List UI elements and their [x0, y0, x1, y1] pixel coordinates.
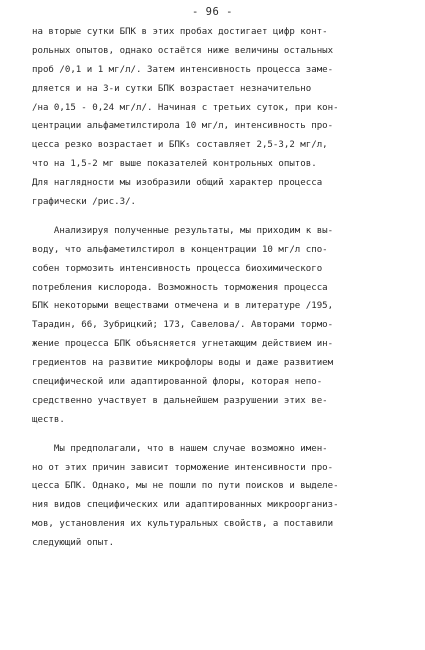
- text-line: цесса БПК. Однако, мы не пошли по пути поисков и выделе-: [32, 481, 339, 492]
- text-line: что на 1,5-2 мг выше показателей контрольных опытов.: [32, 159, 317, 170]
- paragraph: [32, 23, 407, 212]
- paragraph: [32, 440, 407, 553]
- body-text: [32, 23, 407, 553]
- text-line: Тарадин, 66, Зубрицкий; 173, Савелова/. Авторами тормо-: [32, 320, 334, 331]
- text-line: Мы предполагали, что в нашем случае возможно имен-: [32, 443, 328, 454]
- text-line: БПК некоторыми веществами отмечена и в литературе /195,: [32, 301, 334, 312]
- text-line: ществ.: [32, 414, 65, 425]
- page-number: - 96 -: [192, 6, 233, 18]
- text-line: специфической или адаптированной флоры, которая непо-: [32, 377, 323, 388]
- text-line: ния видов специфических или адаптированных микроорганиз-: [32, 500, 339, 511]
- text-line: цесса резко возрастает и БПК₅ составляет 2,5-3,2 мг/л,: [32, 140, 328, 151]
- text-line: потребления кислорода. Возможность торможения процесса: [32, 282, 328, 293]
- text-line: графически /рис.3/.: [32, 197, 137, 208]
- text-line: мов, установления их культуральных свойств, а поставили: [32, 519, 334, 530]
- text-line: воду, что альфаметилстирол в концентрации 10 мг/л спо-: [32, 244, 328, 255]
- text-line: дляется и на 3-и сутки БПК возрастает незначительно: [32, 83, 312, 94]
- text-line: гредиентов на развитие микрофлоры воды и даже развитием: [32, 358, 334, 369]
- text-line: но от этих причин зависит торможение интенсивности про-: [32, 462, 334, 473]
- text-line: средственно участвует в дальнейшем разрушении этих ве-: [32, 395, 328, 406]
- paragraph-gap: [32, 212, 407, 222]
- text-line: на вторые сутки БПК в этих пробах достигает цифр конт-: [32, 27, 328, 37]
- paragraph: [32, 222, 407, 430]
- paragraph-gap: [32, 430, 407, 440]
- text-line: рольных опытов, однако остаётся ниже величины остальных: [32, 45, 334, 56]
- text-line: Для наглядности мы изобразили общий характер процесса: [32, 178, 323, 189]
- text-line: жение процесса БПК объясняется угнетающим действием ин-: [32, 339, 334, 350]
- text-line: Анализируя полученные результаты, мы приходим к вы-: [32, 225, 334, 236]
- text-line: собен тормозить интенсивность процесса биохимического: [32, 263, 323, 274]
- text-line: центрации альфаметилстирола 10 мг/л, интенсивность про-: [32, 121, 334, 132]
- text-line: /на 0,15 - 0,24 мг/л/. Начиная с третьих суток, при кон-: [32, 102, 339, 113]
- text-line: проб /0,1 и 1 мг/л/. Затем интенсивность процесса заме-: [32, 64, 334, 75]
- text-line: следующий опыт.: [32, 538, 115, 549]
